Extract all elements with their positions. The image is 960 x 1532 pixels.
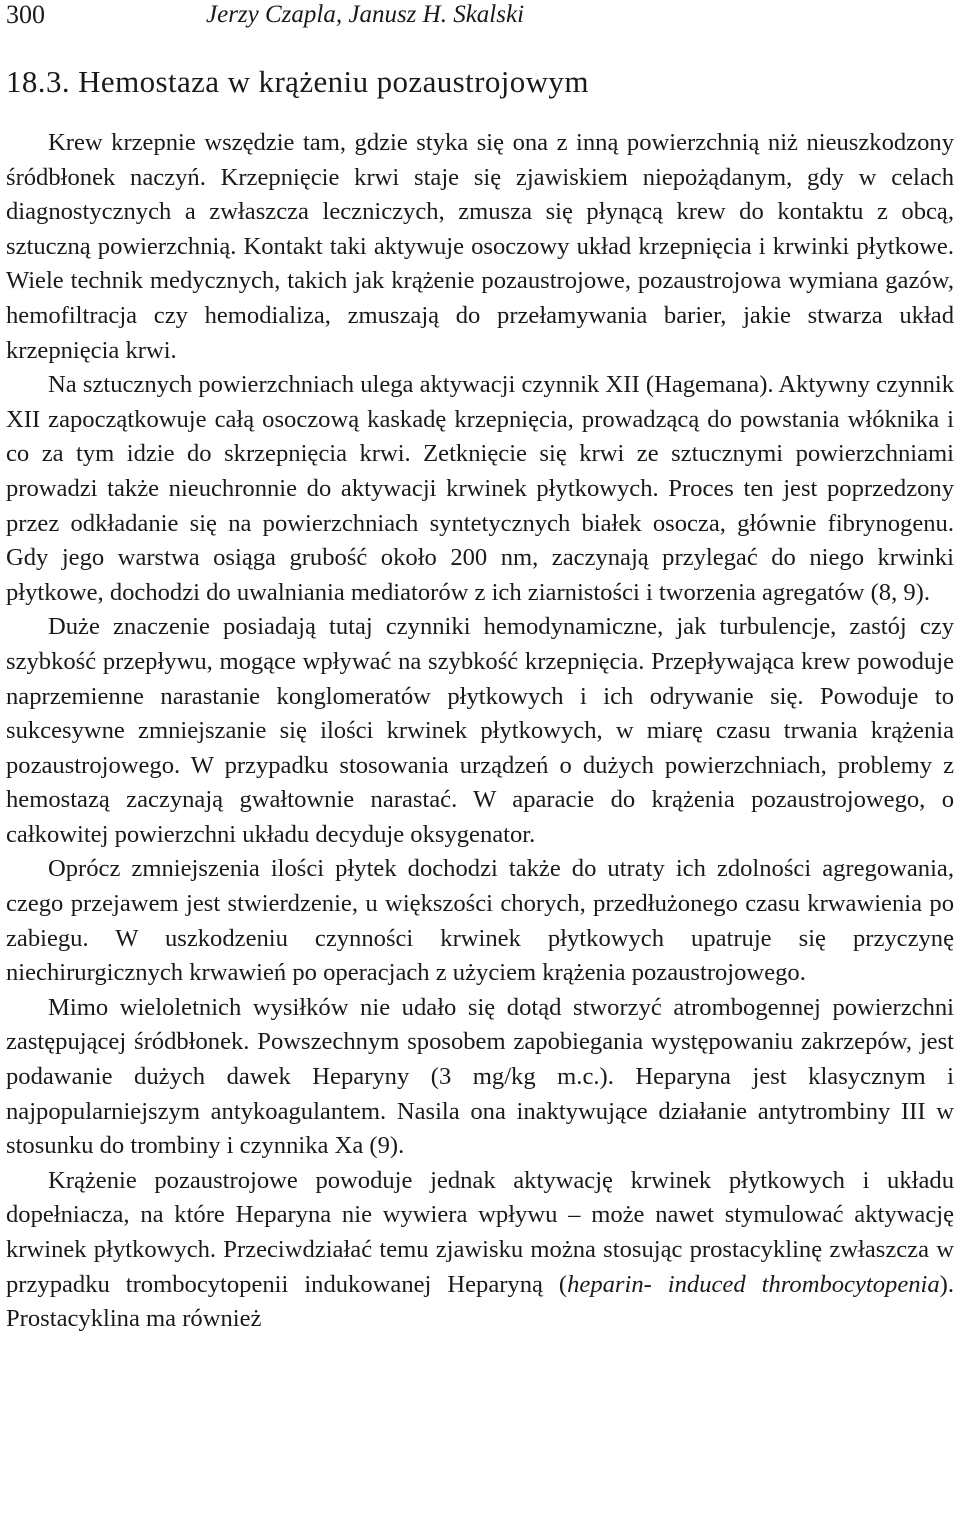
- paragraph-6-text: Krążenie pozaustrojowe powoduje jednak aktywację krwinek płytkowych i układu dopełniacza, na które Heparyna nie wywiera wpływu – może nawet stymulować aktywację krwinek płytkowych. Przeciwdziałać temu zjawisku można stosując prostacyklinę zwłaszcza w przypadku trombocytopenii indukowanej Heparyną (: [6, 1166, 954, 1298]
- paragraph-6-italic-term: heparin- induced thrombocytopenia: [567, 1270, 940, 1298]
- paragraph-6: [6, 1164, 954, 1337]
- paragraph-6-text-end: ). Prostacyklina ma również: [6, 1270, 955, 1333]
- body-text: [6, 126, 954, 1337]
- document-page: [6, 0, 954, 1337]
- section-heading: 18.3. Hemostaza w krążeniu pozaustrojowym: [6, 64, 589, 99]
- page-number: 300: [6, 0, 45, 29]
- paragraph-1: Krew krzepnie wszędzie tam, gdzie styka się ona z inną powierzchnią niż nieuszkodzony śródbłonek naczyń. Krzepnięcie krwi staje się zjawiskiem niepożądanym, gdy w celach diagnostycznych a zwłaszcza leczniczych, zmusza się płynącą krew do kontaktu z obcą, sztuczną powierzchnią. Kontakt taki aktywuje osoczowy układ krzepnięcia i krwinki płytkowe. Wiele technik medycznych, takich jak krążenie pozaustrojowe, pozaustrojowa wymiana gazów, hemofiltracja czy hemodializa, zmuszają do przełamywania barier, jakie stwarza układ krzepnięcia krwi.: [6, 129, 954, 364]
- paragraph-5: Mimo wieloletnich wysiłków nie udało się dotąd stworzyć atrombogennej powierzchni zastępującej śródbłonek. Powszechnym sposobem zapobiegania występowaniu zakrzepów, jest podawanie dużych dawek Heparyny (3 mg/kg m.c.). Heparyna jest klasycznym i najpopularniejszym antykoagulantem. Nasila ona inaktywujące działanie antytrombiny III w stosunku do trombiny i czynnika Xa (9).: [6, 993, 954, 1160]
- running-header: [6, 0, 954, 30]
- paragraph-4: Oprócz zmniejszenia ilości płytek dochodzi także do utraty ich zdolności agregowania, czego przejawem jest stwierdzenie, u większości chorych, przedłużonego czasu krwawienia po zabiegu. W uszkodzeniu czynności krwinek płytkowych upatruje się przyczynę niechirurgicznych krwawień po operacjach z użyciem krążenia pozaustrojowego.: [6, 855, 954, 987]
- paragraph-3: Duże znaczenie posiadają tutaj czynniki hemodynamiczne, jak turbulencje, zastój czy szybkość przepływu, mogące wpływać na szybkość krzepnięcia. Przepływająca krew powoduje naprzemienne narastanie konglomeratów płytkowych i ich odrywanie się. Powoduje to sukcesywne zmniejszanie się ilości krwinek płytkowych, w miarę czasu trwania krążenia pozaustrojowego. W przypadku stosowania urządzeń o dużych powierzchniach, problemy z hemostazą zaczynają gwałtownie narastać. W aparacie do krążenia pozaustrojowego, o całkowitej powierzchni układu decyduje oksygenator.: [6, 613, 954, 848]
- running-title-authors: Jerzy Czapla, Janusz H. Skalski: [206, 1, 525, 28]
- paragraph-2: Na sztucznych powierzchniach ulega aktywacji czynnik XII (Hagemana). Aktywny czynnik XII zapoczątkowuje całą osoczową kaskadę krzepnięcia, prowadzącą do powstania włóknika i co za tym idzie do skrzepnięcia krwi. Zetknięcie się krwi ze sztucznymi powierzchniami prowadzi także nieuchronnie do aktywacji krwinek płytkowych. Proces ten jest poprzedzony przez odkładanie się na powierzchniach syntetycznych białek osocza, głównie fibrynogenu. Gdy jego warstwa osiąga grubość około 200 nm, zaczynają przylegać do niego krwinki płytkowe, dochodzi do uwalniania mediatorów z ich ziarnistości i tworzenia agregatów (8, 9).: [6, 371, 954, 606]
